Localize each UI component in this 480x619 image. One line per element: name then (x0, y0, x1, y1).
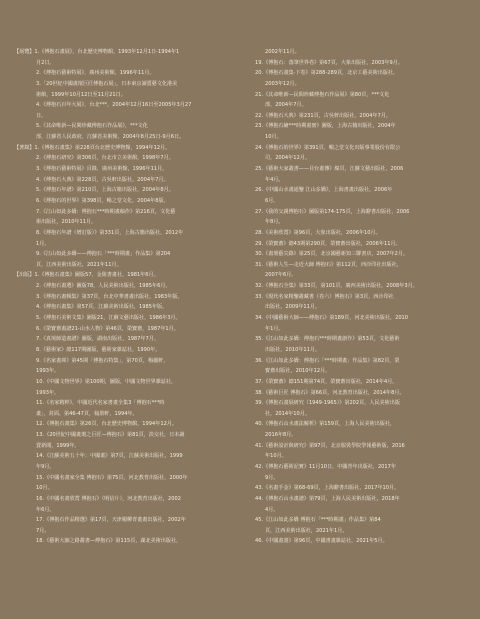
text-line: 19.《傅抱石：落筆世界卷》第67頁，大象出版社，2003年9月。 (255, 59, 403, 66)
text-line: 9.《江山如此多嬌——傅抱石「***時期畫」作品集》第204 (36, 251, 171, 258)
text-line: 25.《藝術大家叢書——目台畫傳》線頁，江蘇文藝出版社，2006 (255, 166, 404, 173)
text-line: 11.《名家精粹》，中國近代名家書畫全集3「傅抱石***時 (36, 400, 165, 407)
text-line: 【展覽】1.《傅抱石畫展》，台北歷史博物館，1993年12月1日-1994年1 (14, 49, 180, 55)
text-line: 46.《中國畫畫》第96頁，中國書畫雜誌社，2021年5月。 (255, 538, 388, 545)
text-line: 4.《傅抱石百年大展》，台北***，2004年12月16日至2005年3月27 (36, 102, 192, 109)
text-line: 術出版社，2010年11月。 (36, 219, 97, 226)
text-line: 18.《藝術大師之路叢書—傅抱石》第115頁，湖北美術出版社， (36, 538, 182, 545)
text-line: 29.《榮寶齋》總43期第290頁，榮寶齋出版社，2006年11月。 (255, 240, 401, 247)
text-line: 日。 (36, 112, 47, 119)
text-line: 10月。 (36, 485, 53, 492)
text-line: 頁，江西美術出版社，2021年1月。 (265, 527, 348, 534)
text-line: 部，2004年7月。 (265, 102, 307, 109)
text-line: 32.《傅抱石全集》第33頁，第101頁，廣西美術出版社，2008年3月。 (255, 283, 418, 290)
text-line: 40.《傅抱石山水畫法解析》第159頁，上海人民美術出版社， (255, 421, 396, 428)
text-line: 1993年。 (36, 389, 60, 396)
text-line: 4.《傅抱石大典》第228頁，古吳軒出版社，2004年7月。 (36, 176, 169, 183)
text-line: 年9月。 (36, 463, 55, 470)
text-line: 22.《傅抱石大典》第231頁，古吳軒出版社，2004年7月。 (255, 112, 391, 119)
text-line: 2007年6月。 (265, 272, 297, 279)
text-line: 12.《傅抱石畫集》第26頁，台北歷史博物館，1994年12月。 (36, 421, 177, 428)
text-line: 3.《傅抱石藝術特展》目錄，廣州美術館，1996年11月。 (36, 166, 168, 173)
text-line: 15.《中國名畫家全集 傅抱石》第75頁，河北教育出版社，2000年 (36, 474, 188, 481)
text-line: 33.《現代名家精鑒叢藏書（卷六）傅抱石》第3頁，西泠印社 (255, 293, 394, 300)
text-line: 5.《傅抱石美術文集》圖版21，江蘇文藝出版社，1986年3月。 (36, 315, 181, 322)
text-line: 6月。 (265, 197, 279, 204)
text-line: 3.「20世紀中國畫壇巨匠傅抱石展」，日本東京讀賣藝文化港美 (36, 80, 178, 87)
text-line: 7.《江山如此多嬌：傅抱石***時期畫稿作》第216頁，文化藝 (36, 208, 176, 215)
text-line: 司，2004年12月。 (265, 155, 310, 162)
text-line: 賣新聞，1999年。 (36, 442, 80, 449)
text-line: 6.《傅抱石的世界》第398頁，暢之堂文化，2004年8版。 (36, 197, 169, 204)
text-line: 2.《傅抱石研究》第306頁，台北市立美術館，1998年7月。 (36, 155, 174, 162)
text-line: 9月。 (265, 474, 279, 481)
right-column (255, 47, 471, 547)
text-line: 7.《真境師造畫譜》圖版，湖南出版社，1987年7月。 (36, 336, 159, 343)
text-line: 39.《傅抱石畫展研究（1949-1965）》第202頁，人民美術出版 (255, 400, 400, 407)
text-line: 16.《中國名畫欣賞 傅抱石》（明信片），河北教育出版社，2002 (36, 495, 181, 502)
text-line: 出版社，2009年11月。 (265, 304, 321, 311)
text-line: 2002年11月。 (265, 49, 300, 55)
text-line: 年6月。 (36, 506, 55, 513)
text-line: 35.《江山如此多嬌：傅抱石***時期畫創作》第53頁，文化藝術 (255, 336, 400, 343)
text-line: 21.《其命唯新—民間珍藏傅抱石作品展》第80頁，***文化 (255, 91, 390, 98)
text-line: 2003年12月。 (265, 80, 300, 87)
text-line: 8.《藝術家》總117期圖版，藝術家雜誌社，1990年。 (36, 346, 161, 353)
text-line: 24.《傅抱石的世界》第391頁，暢之堂文化出版事業股份有限公 (255, 144, 401, 151)
text-line: 【出版】1.《傅抱石畫集》圖版57，金陵書畫社，1981年6月。 (14, 272, 159, 279)
text-line: 年1月。 (265, 325, 284, 332)
text-line: 6.《榮寶齋畫譜21-山水人物》第46頁，榮寶齋，1987年1月。 (36, 325, 179, 332)
text-line: 2.《傅抱石藝術特展》，廣州美術館，1996年11月。 (36, 70, 155, 77)
text-line: 13.《20世紀中國畫壇之巨匠—傅抱石》第81頁，淡交社，日本讀 (36, 432, 185, 439)
text-line: 出版社，2010年11月。 (265, 346, 321, 353)
text-line: 社，2014年10月。 (265, 410, 310, 417)
text-line: 1993年。 (36, 368, 60, 375)
text-line: 36.《江山如此多嬌：傅抱石「***時期畫」作品集》第82頁，榮 (255, 357, 400, 364)
text-line: 9.《名家畫庫》第45期「傅抱石特集」，第70頁，梅灑軒， (36, 357, 169, 364)
text-line: 43.《名畫手金》第68-69頁，上海辭書出版社，2017年10月。 (255, 485, 400, 492)
text-line: 38.《藝術巨匠 傅抱石》第66頁，河北教育出版社，2014年8月。 (255, 389, 405, 396)
text-line: 年4月。 (265, 176, 284, 183)
text-line: 44.《傅抱石山水畫譜》第79頁，上海人民美術出版社，2018年 (255, 495, 400, 502)
text-line: 34.《中國藝術大師——傅抱石》第189頁，河北美術出版社，2010 (255, 315, 409, 322)
text-line: 2.《傅抱石畫選》圖版78，人民美術出版社，1985年6月。 (36, 283, 171, 290)
text-line: 37.《榮寶齋》總151期第74頁，榮寶齋出版社，2014年4月。 (255, 378, 398, 385)
text-line: 1月。 (36, 240, 50, 247)
text-line: 41.《藝術設計與研究》第97頁，北京服裝學院學報藝術版，2016 (255, 442, 405, 449)
left-column (14, 47, 236, 547)
text-line: 20.《傅抱石畫集·下卷》第288-289頁，北京工藝美術出版社， (255, 70, 399, 77)
text-line: 4月。 (265, 506, 279, 513)
text-line: 寶齋出版社，2010年12月。 (265, 368, 331, 375)
text-line: 14.《江蘇美術五十年：中國畫》第7頁，江蘇美術出版社，1999 (36, 453, 183, 460)
text-line: 45.《江山如此多嬌 傅抱石「***時期畫」作品集》第84 (255, 517, 381, 524)
text-line: 部，江蘇省人民政府，江蘇省美術館，2004年8月25日-9月6日。 (36, 134, 185, 141)
text-line: 4.《傅抱石畫集》第57頁，江蘇美術出版社，1985年版。 (36, 304, 168, 311)
text-line: 28.《美術欣賞》第96頁，大象出版社，2006年10月。 (255, 229, 381, 236)
text-line: 【著錄】1.《傅抱石畫集》第228頁台北歷史博物館，1994年12月。 (14, 144, 171, 151)
text-line: 年10月。 (265, 453, 287, 460)
text-line: 月2日。 (36, 59, 55, 66)
text-line: 8.《傅抱石年譜（增訂版）》第331頁，上海古籍出版社，2012年 (36, 229, 184, 236)
text-line: 23.《傅抱石繪***時期畫冊》圖版，上海古籍出版社，2004年 (255, 123, 396, 130)
text-line: 7月。 (36, 527, 50, 534)
text-line: 10月。 (265, 134, 282, 141)
text-line: 17.《傅抱石作品精選》第17頁，天津楊柳青畫畫出版社，2002年 (36, 517, 186, 524)
text-line: 頁，江西美術出版社，2021年11月。 (36, 261, 122, 268)
text-line: 畫」，封面、第46-47頁，翰墨軒，1994年。 (36, 410, 138, 417)
text-line: 10.《中國文物世界》第100期，圖版，中國文物世界雜誌社， (36, 378, 177, 385)
text-line: 5.《傅抱石年譜》第210頁，上海古籍出版社，2004年8月。 (36, 187, 174, 194)
text-line: 5.《其命唯新—民間珍藏傅抱石作品展》，***文化 (36, 123, 148, 130)
text-line: 31.《藝術人生—走近大師 傅抱石》第112頁，西泠印社出版社， (255, 261, 402, 268)
text-line: 2016年8月。 (265, 432, 297, 439)
text-line: 3.《傅抱石畫輯集》第37頁，台北中華書畫出版社，1983年版。 (36, 293, 183, 300)
text-line: 術館，1999年10月12日至11月21日。 (36, 91, 126, 98)
text-line: 27.《我的父親傅抱石》圖版第174-175頁，上海辭書出版社，2006 (255, 208, 410, 215)
text-line: 42.《傅抱石藝術記實》11月10日，中國青年出版社，2017年 (255, 463, 396, 470)
text-line: 26.《中國山水畫通鑒 江山多嬌》，上海書畫出版社，2006年 (255, 187, 393, 194)
text-line: 30.《畫壇藝尖錄》第25頁，北京國藝新知三聯書店，2007年2月。 (255, 251, 409, 258)
text-line: 年8月。 (265, 219, 284, 226)
